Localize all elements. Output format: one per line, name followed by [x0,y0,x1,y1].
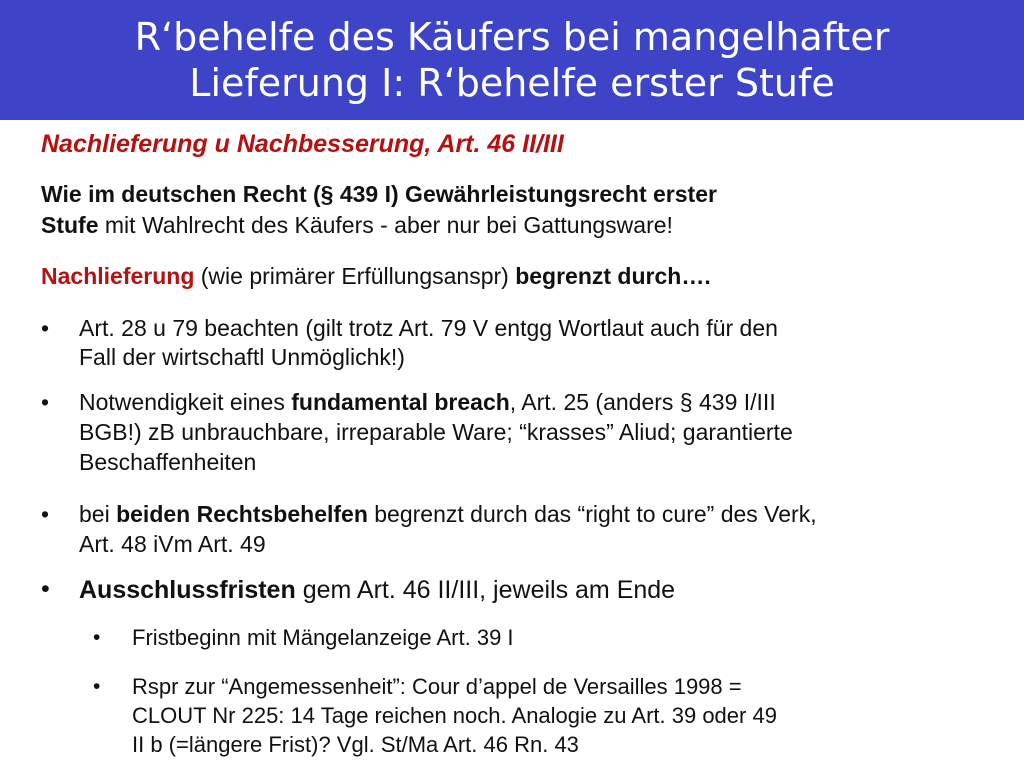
section-subtitle: Nachlieferung u Nachbesserung, Art. 46 II/III [41,130,564,158]
sub-bullet-2-line-2: CLOUT Nr 225: 14 Tage reichen noch. Analogie zu Art. 39 oder 49 [132,703,777,728]
sub-bullet-icon: • [93,675,101,698]
sub-bullet-icon: • [93,626,101,649]
intro-line-1: Wie im deutschen Recht (§ 439 I) Gewährleistungsrecht erster [41,181,717,207]
sub-bullet-2-line-1: Rspr zur “Angemessenheit”: Cour d’appel de Versailles 1998 = [132,674,742,699]
bullet-3-line-2: Art. 48 iVm Art. 49 [79,531,266,557]
bullet-3-bold: beiden Rechtsbehelfen [116,501,368,527]
bullet-icon: • [41,575,50,603]
sub-bullet-2-line-3: II b (=längere Frist)? Vgl. St/Ma Art. 46 Rn. 43 [132,732,579,757]
bullet-icon: • [41,315,50,341]
bullet-1-line-2: Fall der wirtschaftl Unmöglichk!) [79,344,405,370]
intro-line-2 [41,211,673,240]
slide-title-bar [0,0,1024,120]
nachlieferung-end: begrenzt durch…. [515,263,711,289]
sub-bullet-1: Fristbeginn mit Mängelanzeige Art. 39 I [132,625,514,650]
bullet-2-pre: Notwendigkeit eines [79,389,292,415]
nachlieferung-line [41,262,711,291]
bullet-icon: • [41,501,50,527]
bullet-4-bold: Ausschlussfristen [79,576,296,604]
bullet-icon: • [41,389,50,415]
bullet-4-rest: gem Art. 46 II/III, jeweils am Ende [295,576,676,604]
intro-line-2-rest: mit Wahlrecht des Käufers - aber nur bei Gattungsware! [98,212,673,238]
bullet-2-line-2: BGB!) zB unbrauchbare, irreparable Ware; “krasses” Aliud; garantierte [79,419,793,445]
nachlieferung-middle: (wie primärer Erfüllungsanspr) [194,263,516,289]
bullet-2-bold: fundamental breach [291,389,510,415]
bullet-3-line-1 [79,500,817,529]
bullet-3-pre: bei [79,501,117,527]
intro-stufe: Stufe [41,212,99,238]
slide-title-line-2: Lieferung I: R‘behelfe erster Stufe [189,61,835,105]
bullet-2-post: , Art. 25 (anders § 439 I/III [509,389,776,415]
bullet-3-post: begrenzt durch das “right to cure” des Verk, [367,501,817,527]
bullet-2-line-3: Beschaffenheiten [79,449,257,475]
bullet-2-line-1 [79,388,776,417]
slide-title-line-1: R‘behelfe des Käufers bei mangelhafter [134,15,890,59]
bullet-1-line-1: Art. 28 u 79 beachten (gilt trotz Art. 79 V entgg Wortlaut auch für den [79,315,778,341]
bullet-4-line [79,575,675,605]
nachlieferung-term: Nachlieferung [41,263,195,289]
